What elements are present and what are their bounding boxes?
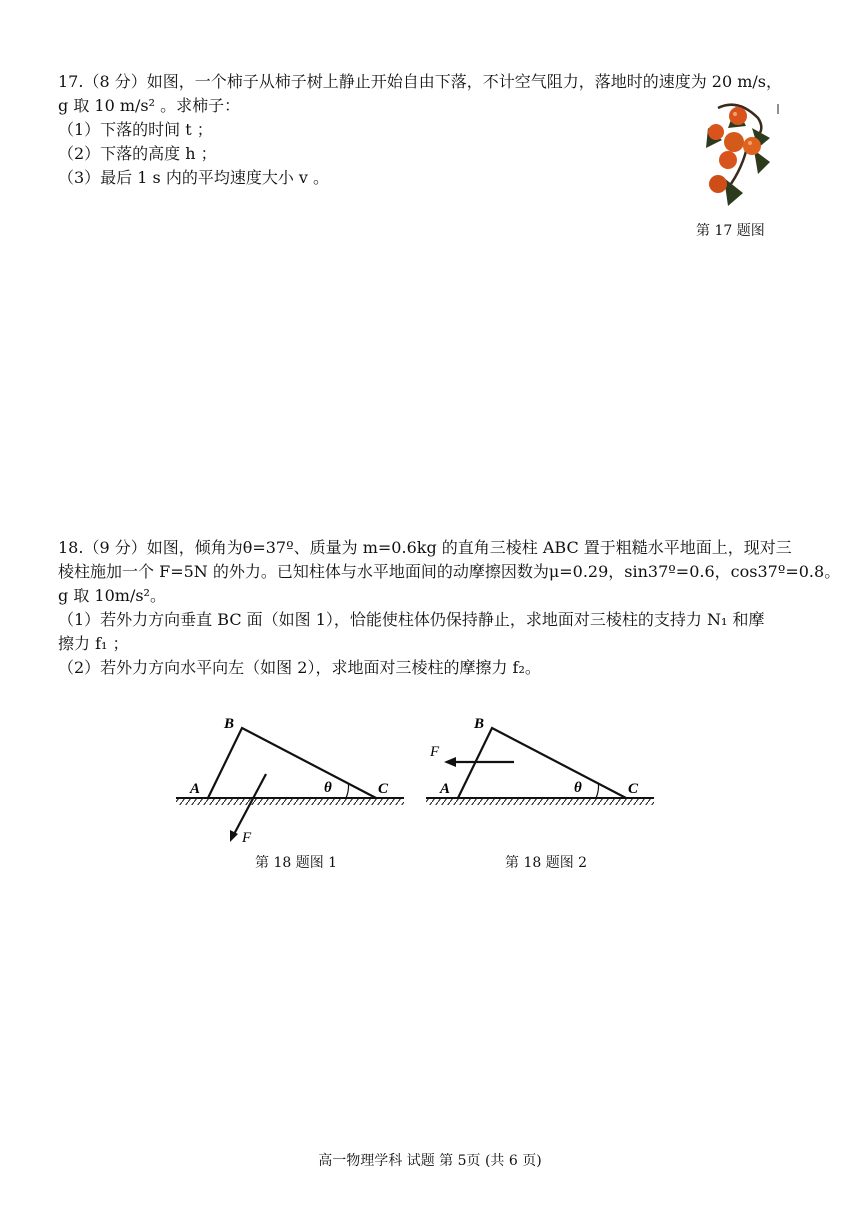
q17-item-2: （2）下落的高度 h ；	[58, 144, 217, 163]
force-arrow-head	[230, 830, 238, 842]
force-label: F	[430, 744, 440, 760]
q18-figure-2-caption: 第 18 题图 2	[505, 855, 588, 871]
q17-stem-line1: 17.（8 分）如图，一个柿子从柿子树上静止开始自由下落，不计空气阻力，落地时的速度为 20 m/s，	[58, 72, 783, 91]
q18-stem-line1: 18.（9 分）如图，倾角为θ=37º、质量为 m=0.6kg 的直角三棱柱 ABC 置于粗糙水平地面上，现对三	[58, 538, 792, 557]
q18-item-1: （1）若外力方向垂直 BC 面（如图 1），恰能使柱体仍保持静止，求地面对三棱柱的支持力 N₁ 和摩	[58, 610, 765, 629]
angle-arc	[596, 785, 599, 799]
q18-item-2: （2）若外力方向水平向左（如图 2），求地面对三棱柱的摩擦力 f₂。	[58, 658, 541, 677]
vertex-C-label: C	[378, 781, 389, 797]
q17-item-3: （3）最后 1 s 内的平均速度大小 v 。	[58, 168, 330, 187]
q18-item-1-cont: 擦力 f₁ ；	[58, 634, 129, 653]
vertex-B-label: B	[474, 716, 485, 732]
vertex-C-label: C	[628, 781, 639, 797]
persimmon-figure	[688, 98, 788, 208]
vertex-A-label: A	[440, 781, 451, 797]
angle-arc	[346, 785, 349, 799]
force-arrow-line	[232, 774, 266, 838]
page-footer: 高一物理学科 试题 第 5页 (共 6 页)	[318, 1153, 542, 1169]
q17-figure-caption: 第 17 题图	[696, 223, 765, 239]
ground-hatch	[176, 798, 404, 805]
ground-hatch	[426, 798, 654, 805]
vertex-A-label: A	[190, 781, 201, 797]
q18-figure-2	[420, 706, 660, 852]
theta-label: θ	[324, 780, 332, 796]
vertex-B-label: B	[224, 716, 235, 732]
question-17	[58, 70, 783, 190]
force-arrow-head	[444, 757, 456, 767]
force-label: F	[242, 830, 252, 846]
q17-item-1: （1）下落的时间 t ；	[58, 120, 213, 139]
q18-figure-1	[170, 706, 410, 852]
question-18	[58, 536, 841, 680]
q18-stem-line3: g 取 10m/s²。	[58, 586, 166, 605]
theta-label: θ	[574, 780, 582, 796]
prism-triangle	[208, 728, 376, 798]
q18-stem-line2: 棱柱施加一个 F=5N 的外力。已知柱体与水平地面间的动摩擦因数为μ=0.29，sin37º=0.6，cos37º=0.8。	[58, 562, 841, 581]
q17-stem-line2: g 取 10 m/s² 。求柿子：	[58, 96, 241, 115]
q18-figure-1-caption: 第 18 题图 1	[255, 855, 338, 871]
